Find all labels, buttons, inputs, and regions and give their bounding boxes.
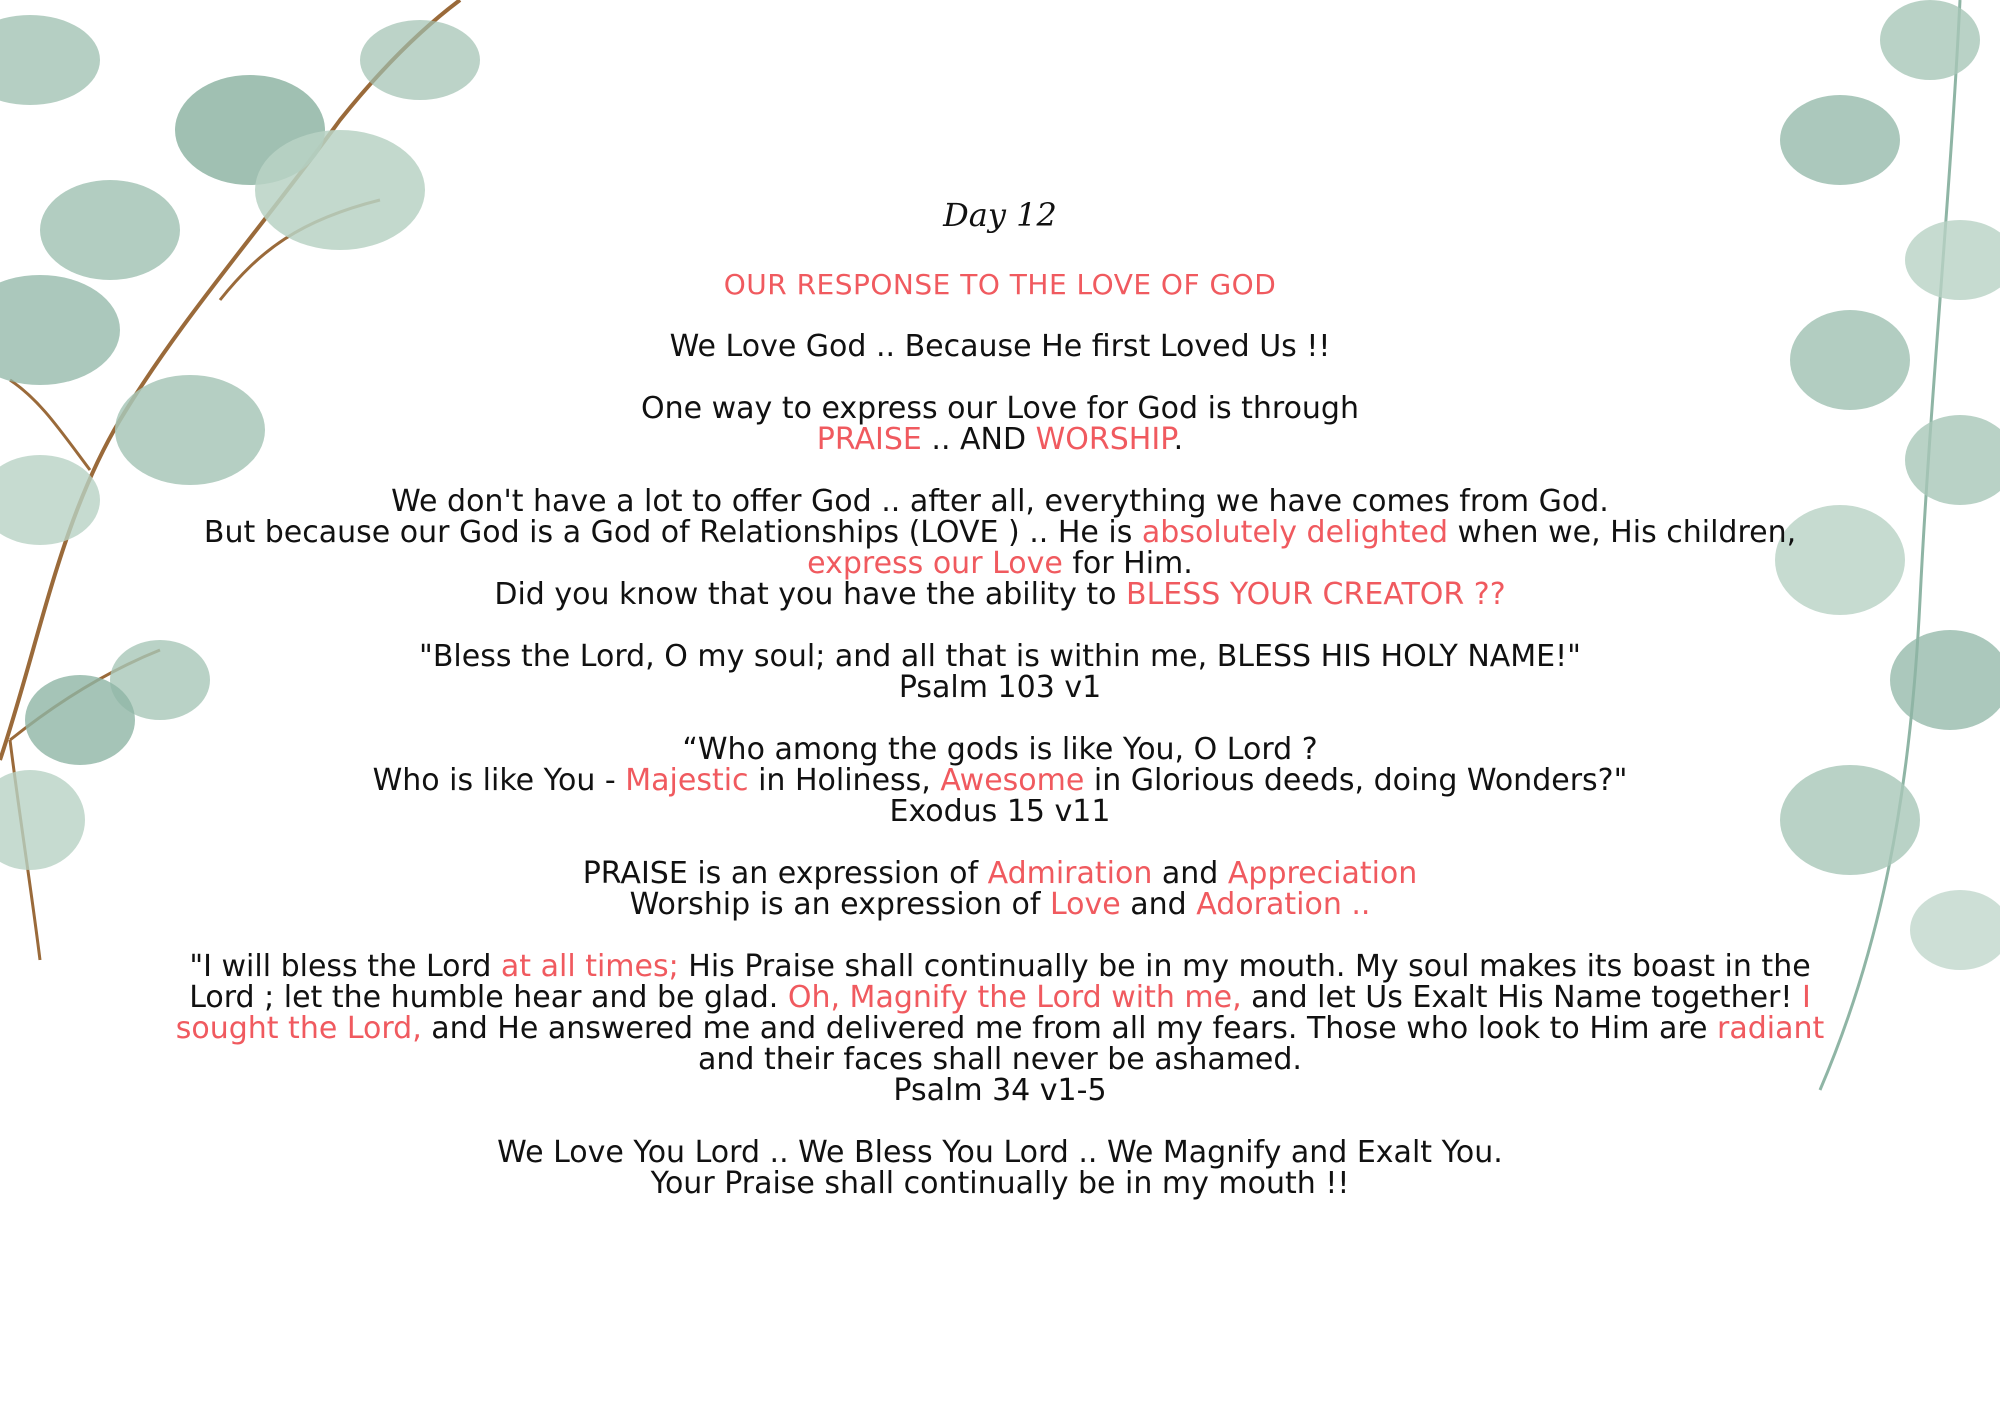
text-segment: .. AND: [921, 422, 1036, 457]
text-segment: Did you know that you have the ability to: [494, 577, 1127, 612]
scripture-reference: Exodus 15 v11: [889, 794, 1111, 829]
highlight-awesome: Awesome: [940, 763, 1085, 798]
highlight-sought-lord: I sought the Lord,: [175, 980, 1811, 1046]
paragraph-line: [160, 517, 1840, 548]
text-segment: in Glorious deeds, doing Wonders?": [1084, 763, 1628, 798]
closing-prayer: [160, 1137, 1840, 1199]
paragraph-praise-worship: [160, 858, 1840, 920]
text-segment: in Holiness,: [748, 763, 941, 798]
highlight-express-love: express our Love: [807, 546, 1063, 581]
highlight-delighted: absolutely delighted: [1141, 515, 1449, 550]
paragraph-line: We don't have a lot to offer God .. after all, everything we have comes from God.: [391, 484, 1609, 519]
paragraph-line: We Love God .. Because He first Loved Us !!: [669, 329, 1331, 364]
text-segment: His Praise shall continually be in my mouth. My soul makes its boast in the Lord ; let the humble hear and be glad.: [189, 949, 1811, 1015]
highlight-appreciation: Appreciation: [1227, 856, 1418, 891]
text-segment: .: [1173, 422, 1184, 457]
highlight-love: Love: [1049, 887, 1121, 922]
text-segment: and: [1152, 856, 1228, 891]
text-segment: when we, His children,: [1448, 515, 1797, 550]
scripture-psalm-34: [160, 951, 1840, 1106]
paragraph-offer-god: [160, 486, 1840, 610]
paragraph-line: We Love You Lord .. We Bless You Lord .. We Magnify and Exalt You.: [497, 1135, 1503, 1170]
paragraph-love-god: [160, 331, 1840, 362]
text-segment: Who is like You -: [372, 763, 626, 798]
day-title: Day 12: [943, 196, 1057, 234]
scripture-quote: “Who among the gods is like You, O Lord ?: [682, 732, 1318, 767]
highlight-worship: WORSHIP: [1035, 422, 1174, 457]
paragraph-line: [160, 579, 1840, 610]
scripture-reference: Psalm 34 v1-5: [893, 1073, 1107, 1108]
text-segment: Worship is an expression of: [629, 887, 1050, 922]
highlight-at-all-times: at all times;: [500, 949, 679, 984]
highlight-adoration: Adoration ..: [1196, 887, 1371, 922]
highlight-admiration: Admiration: [987, 856, 1153, 891]
paragraph-line: [160, 548, 1840, 579]
paragraph-line: [160, 858, 1840, 889]
text-segment: and their faces shall never be ashamed.: [698, 1042, 1302, 1077]
text-segment: and let Us Exalt His Name together!: [1241, 980, 1802, 1015]
text-segment: and He answered me and delivered me from all my fears. Those who look to Him are: [421, 1011, 1718, 1046]
highlight-radiant: radiant: [1717, 1011, 1825, 1046]
paragraph-line: [160, 424, 1840, 455]
devotional-text: [160, 196, 1840, 1230]
scripture-reference: Psalm 103 v1: [898, 670, 1102, 705]
scripture-exodus-15: [160, 734, 1840, 827]
scripture-quote: [160, 951, 1840, 1075]
highlight-majestic: Majestic: [625, 763, 749, 798]
text-segment: PRAISE is an expression of: [582, 856, 988, 891]
text-segment: for Him.: [1062, 546, 1193, 581]
paragraph-line: [160, 889, 1840, 920]
paragraph-line: Your Praise shall continually be in my mouth !!: [650, 1166, 1350, 1201]
text-segment: and: [1120, 887, 1197, 922]
highlight-magnify: Oh, Magnify the Lord with me,: [787, 980, 1242, 1015]
scripture-quote: [160, 765, 1840, 796]
paragraph-express-love: [160, 393, 1840, 455]
highlight-bless-creator: BLESS YOUR CREATOR ??: [1126, 577, 1506, 612]
scripture-psalm-103: [160, 641, 1840, 703]
scripture-quote: "Bless the Lord, O my soul; and all that is within me, BLESS HIS HOLY NAME!": [419, 639, 1581, 674]
text-segment: But because our God is a God of Relationships (LOVE ) .. He is: [203, 515, 1142, 550]
highlight-praise: PRAISE: [816, 422, 922, 457]
paragraph-line: One way to express our Love for God is through: [640, 391, 1359, 426]
text-segment: "I will bless the Lord: [189, 949, 501, 984]
section-heading: OUR RESPONSE TO THE LOVE OF GOD: [723, 268, 1277, 301]
